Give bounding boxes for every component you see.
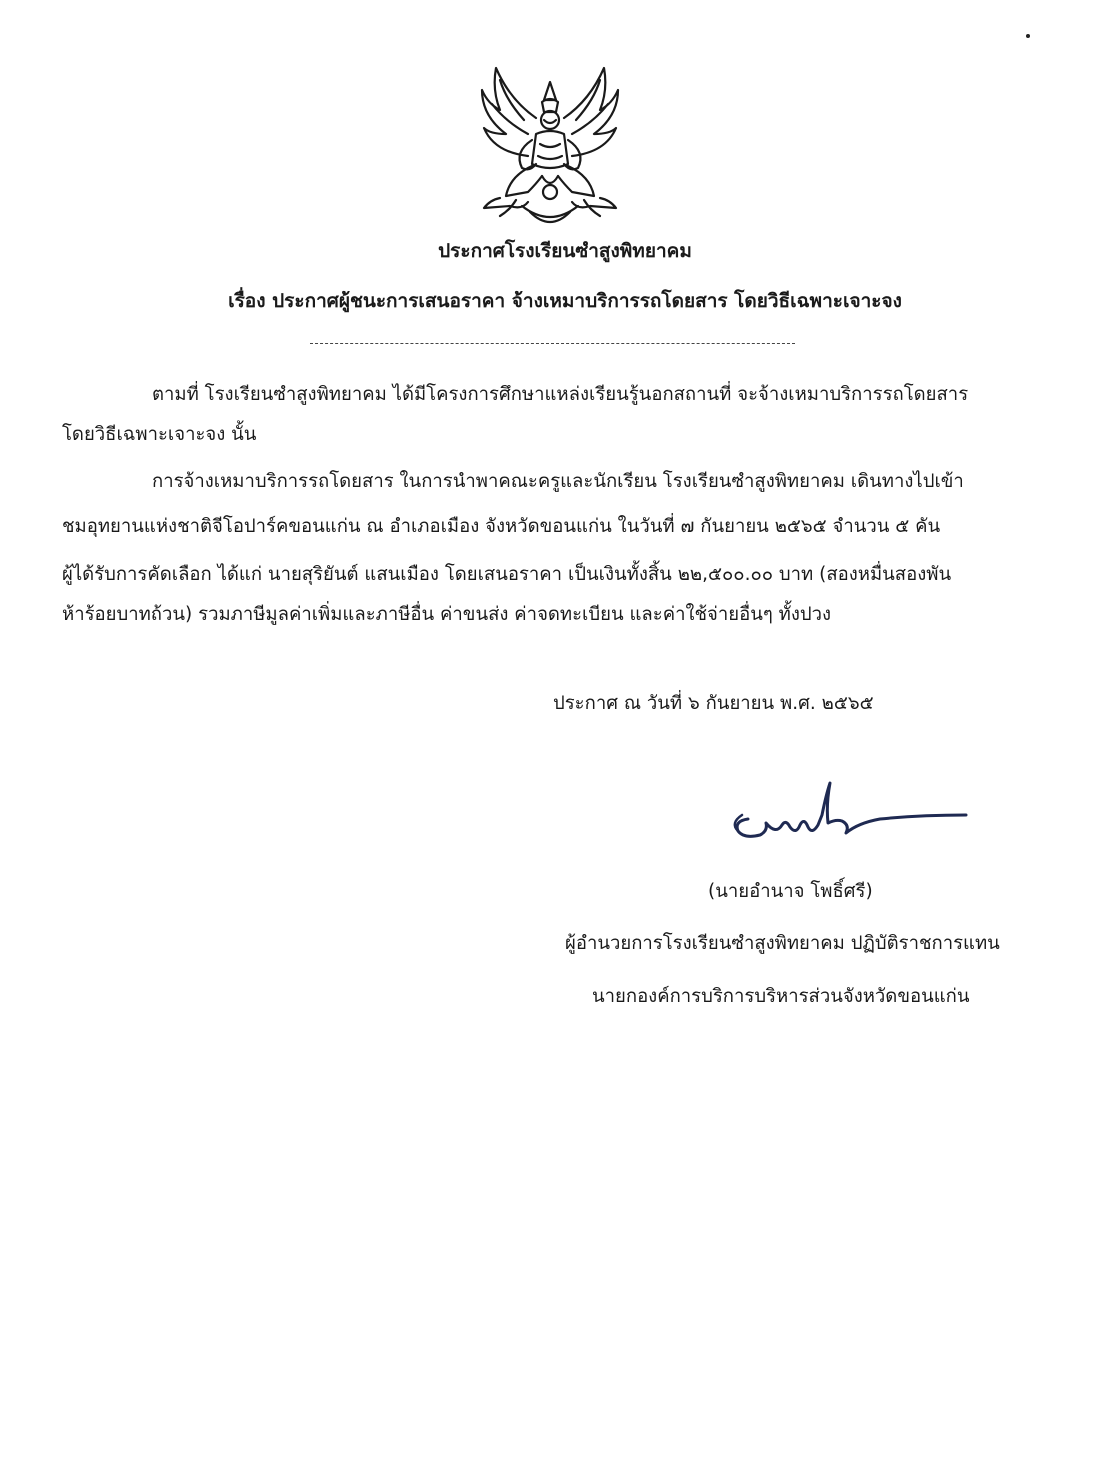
handwritten-signature [730,775,975,845]
scan-speck [1026,34,1030,38]
signer-position-line-1: ผู้อำนวยการโรงเรียนซำสูงพิทยาคม ปฏิบัติราชการแทน [565,933,1000,954]
document-subject: เรื่อง ประกาศผู้ชนะการเสนอราคา จ้างเหมาบริการรถโดยสาร โดยวิธีเฉพาะเจาะจง [228,290,902,312]
signer-name: (นายอำนาจ โพธิ์ศรี) [708,881,873,902]
paragraph-1-line-1: ตามที่ โรงเรียนซำสูงพิทยาคม ได้มีโครงการศึกษาแหล่งเรียนรู้นอกสถานที่ จะจ้างเหมาบริการรถโดยสาร [152,384,969,405]
section-divider [310,343,795,344]
announcement-date: ประกาศ ณ วันที่ ๖ กันยายน พ.ศ. ๒๕๖๕ [553,693,874,714]
paragraph-1-line-2: โดยวิธีเฉพาะเจาะจง นั้น [62,424,257,445]
paragraph-2-line-1: การจ้างเหมาบริการรถโดยสาร ในการนำพาคณะครูและนักเรียน โรงเรียนซำสูงพิทยาคม เดินทางไปเข้า [152,471,964,492]
paragraph-2-line-3: ผู้ได้รับการคัดเลือก ได้แก่ นายสุริยันต์ แสนเมือง โดยเสนอราคา เป็นเงินทั้งสิ้น ๒๒,๕๐๐.๐๐ บาท (สองหมื่นสองพัน [62,564,952,585]
signer-position-line-2: นายกองค์การบริการบริหารส่วนจังหวัดขอนแก่น [592,986,970,1007]
document-title: ประกาศโรงเรียนซำสูงพิทยาคม [438,240,692,262]
paragraph-2-line-4: ห้าร้อยบาทถ้วน) รวมภาษีมูลค่าเพิ่มและภาษีอื่น ค่าขนส่ง ค่าจดทะเบียน และค่าใช้จ่ายอื่นๆ ทั้งปวง [62,604,832,625]
garuda-emblem-icon [470,60,630,235]
paragraph-2-line-2: ชมอุทยานแห่งชาติจีโอปาร์คขอนแก่น ณ อำเภอเมือง จังหวัดขอนแก่น ในวันที่ ๗ กันยายน ๒๕๖๕ จำนวน ๕ คัน [62,516,941,537]
